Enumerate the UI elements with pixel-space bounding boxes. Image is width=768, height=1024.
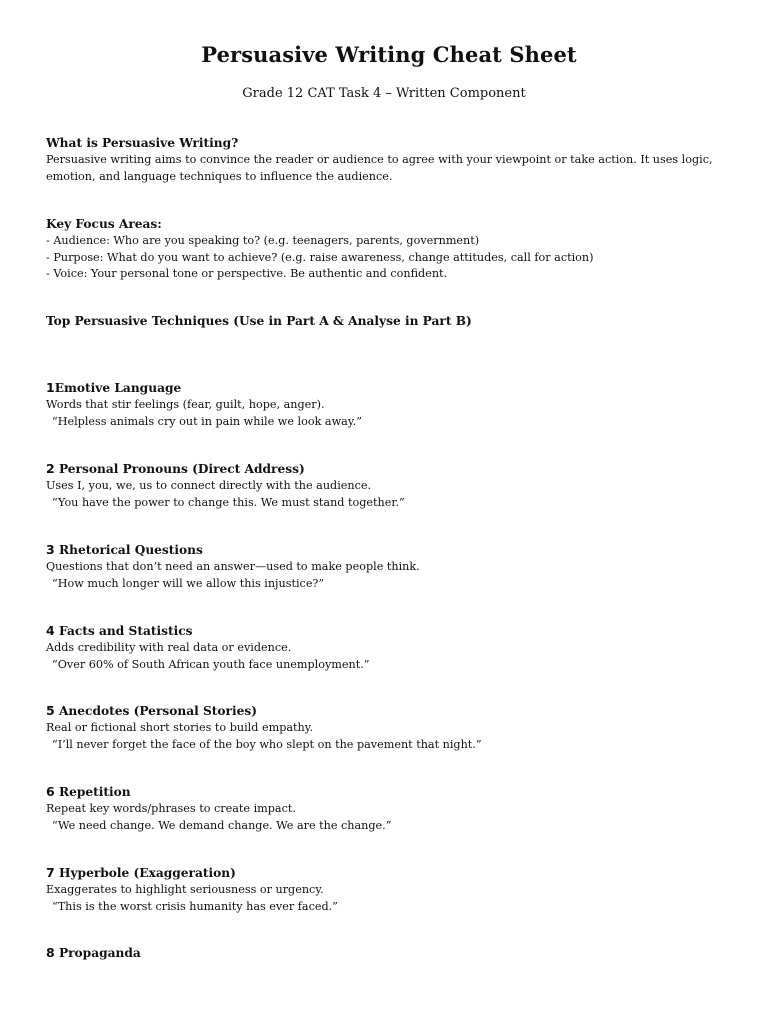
technique-number: 8 (46, 945, 55, 960)
technique-number: 3 (46, 542, 55, 557)
technique-item (46, 702, 736, 753)
technique-title: Rhetorical Questions (58, 543, 203, 557)
technique-description: Adds credibility with real data or evidence. (46, 641, 292, 654)
technique-number: 2 (46, 461, 55, 476)
focus-item-purpose: - Purpose: What do you want to achieve? (e.g. raise awareness, change attitudes, call for action) (46, 250, 594, 264)
page-title: Persuasive Writing Cheat Sheet (201, 42, 577, 67)
technique-description: Questions that don’t need an answer—used to make people think. (46, 560, 420, 573)
technique-description: Repeat key words/phrases to create impact. (46, 802, 296, 815)
focus-heading: Key Focus Areas: (46, 217, 162, 231)
focus-item-voice: - Voice: Your personal tone or perspective. Be authentic and confident. (46, 267, 448, 280)
technique-example: “Over 60% of South African youth face unemployment.” (52, 657, 370, 671)
technique-item (46, 460, 736, 511)
techniques-section-heading-block (46, 313, 736, 330)
technique-item (46, 379, 736, 430)
technique-number: 1 (46, 380, 55, 395)
technique-example: “How much longer will we allow this injustice?” (52, 576, 325, 590)
technique-example: “This is the worst crisis humanity has ever faced.” (52, 899, 338, 913)
technique-title: Emotive Language (54, 381, 182, 395)
technique-example: “I’ll never forget the face of the boy who slept on the pavement that night.” (52, 737, 482, 751)
technique-item (46, 864, 736, 915)
what-heading: What is Persuasive Writing? (46, 136, 239, 150)
technique-item (46, 944, 736, 962)
technique-title: Facts and Statistics (58, 624, 193, 638)
focus-item-audience: - Audience: Who are you speaking to? (e.g. teenagers, parents, government) (46, 234, 480, 247)
focus-section (46, 216, 736, 283)
technique-title: Anecdotes (Personal Stories) (58, 704, 257, 718)
technique-description: Uses I, you, we, us to connect directly with the audience. (46, 479, 372, 492)
what-section (46, 135, 736, 185)
technique-example: “You have the power to change this. We must stand together.” (52, 495, 405, 509)
technique-item (46, 541, 736, 592)
technique-example: “Helpless animals cry out in pain while we look away.” (52, 414, 362, 428)
technique-item (46, 783, 736, 834)
techniques-heading: Top Persuasive Techniques (Use in Part A & Analyse in Part B) (46, 314, 472, 328)
technique-number: 4 (46, 623, 55, 638)
technique-number: 7 (46, 865, 55, 880)
what-text-line-2: emotion, and language techniques to influence the audience. (46, 169, 393, 183)
technique-title: Propaganda (58, 946, 141, 960)
technique-title: Repetition (58, 785, 131, 799)
technique-title: Hyperbole (Exaggeration) (58, 866, 236, 880)
technique-title: Personal Pronouns (Direct Address) (58, 462, 305, 476)
page-subtitle: Grade 12 CAT Task 4 – Written Component (242, 86, 526, 101)
technique-number: 6 (46, 784, 55, 799)
technique-description: Real or fictional short stories to build empathy. (46, 721, 314, 734)
technique-example: “We need change. We demand change. We are the change.” (52, 818, 392, 832)
technique-item (46, 622, 736, 673)
technique-description: Exaggerates to highlight seriousness or urgency. (46, 883, 324, 896)
technique-number: 5 (46, 703, 55, 718)
technique-description: Words that stir feelings (fear, guilt, hope, anger). (46, 398, 325, 411)
what-text-line-1: Persuasive writing aims to convince the reader or audience to agree with your viewpoint or take action. It uses logic, (46, 153, 713, 166)
